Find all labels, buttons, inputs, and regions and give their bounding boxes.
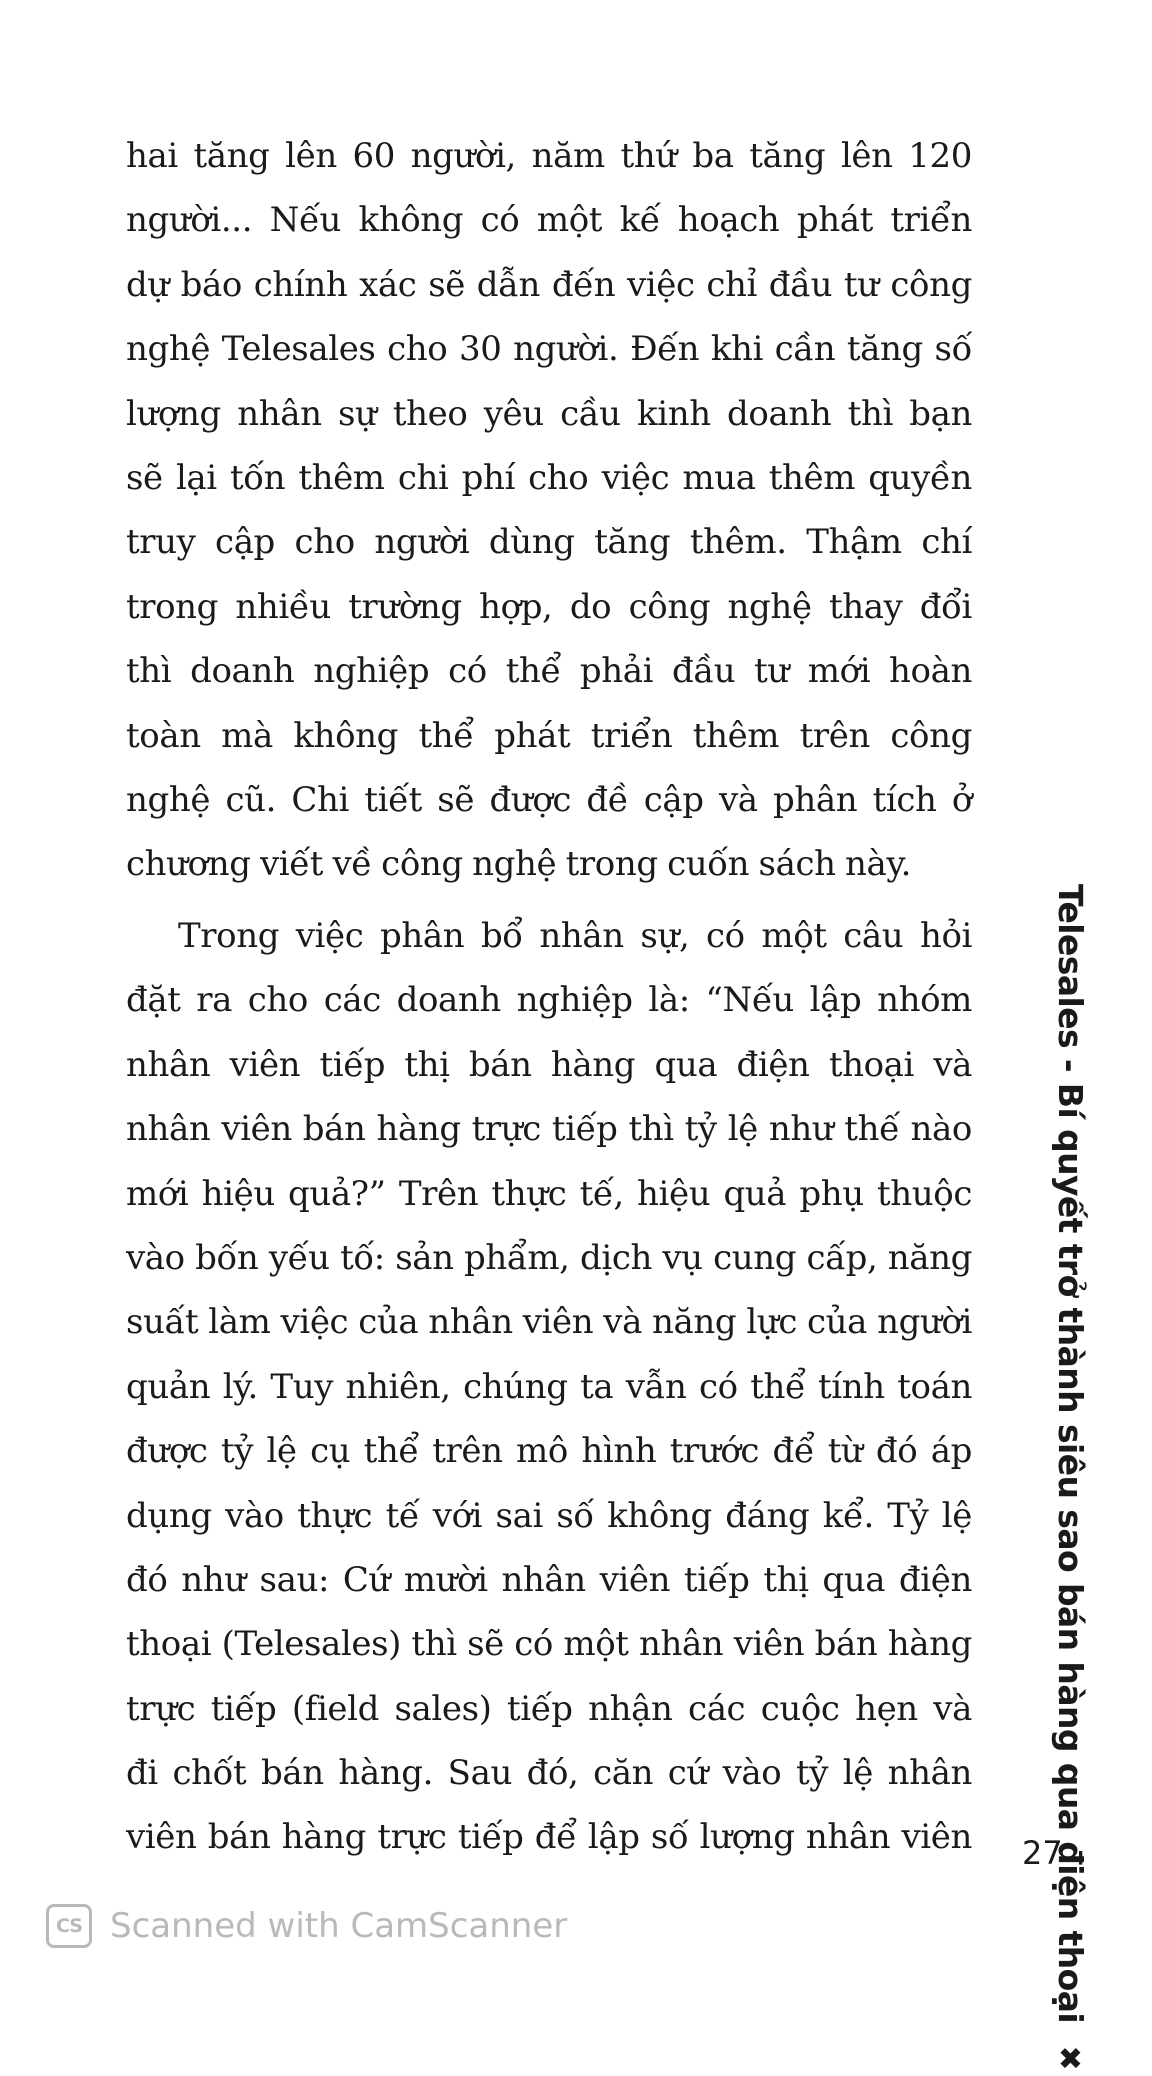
text-line: đó như sau: Cứ mười nhân viên tiếp thị qua điện (126, 1559, 972, 1600)
text-line: nhân viên bán hàng trực tiếp thì tỷ lệ như thế nào (126, 1109, 972, 1150)
text-line: đi chốt bán hàng. Sau đó, căn cứ vào tỷ lệ nhân (126, 1753, 972, 1794)
text-line: người... Nếu không có một kế hoạch phát triển (126, 200, 972, 241)
text-line: hai tăng lên 60 người, năm thứ ba tăng lên 120 (126, 136, 972, 176)
text-line: viên bán hàng trực tiếp để lập số lượng nhân viên (126, 1817, 972, 1858)
text-line: Trong việc phân bổ nhân sự, có một câu hỏi (178, 916, 972, 956)
text-line: quản lý. Tuy nhiên, chúng ta vẫn có thể tính toán (126, 1366, 972, 1407)
text-line: nhân viên tiếp thị bán hàng qua điện thoại và (126, 1044, 972, 1085)
cross-mark-icon: ✖ (1053, 2041, 1088, 2076)
page-number: 27 (1022, 1834, 1063, 1872)
text-line: trực tiếp (field sales) tiếp nhận các cuộc hẹn và (126, 1688, 972, 1729)
text-line: mới hiệu quả?” Trên thực tế, hiệu quả phụ thuộc (126, 1173, 972, 1214)
text-line: trong nhiều trường hợp, do công nghệ thay đổi (126, 586, 972, 627)
text-line: được tỷ lệ cụ thể trên mô hình trước để từ đó áp (126, 1431, 972, 1472)
text-line: nghệ Telesales cho 30 người. Đến khi cần tăng số (126, 329, 972, 370)
paragraph-staff-allocation (126, 904, 972, 1870)
book-title: Telesales - Bí quyết trở thành siêu sao bán hàng qua điện thoại (1051, 884, 1090, 2024)
text-line: sẽ lại tốn thêm chi phí cho việc mua thêm quyền (126, 457, 972, 498)
text-line: đặt ra cho các doanh nghiệp là: “Nếu lập nhóm (126, 980, 972, 1021)
text-line: nghệ cũ. Chi tiết sẽ được đề cập và phân tích ở (126, 779, 972, 820)
camscanner-watermark (46, 1898, 567, 1954)
text-line: dự báo chính xác sẽ dẫn đến việc chỉ đầu tư công (126, 264, 972, 305)
camscanner-logo-icon: CS (46, 1904, 92, 1948)
text-line: lượng nhân sự theo yêu cầu kinh doanh thì bạn (126, 393, 972, 434)
text-line: thoại (Telesales) thì sẽ có một nhân viên bán hàng (126, 1624, 972, 1665)
text-line: chương viết về công nghệ trong cuốn sách này. (126, 844, 912, 885)
paragraph-continued (126, 124, 972, 897)
text-line: suất làm việc của nhân viên và năng lực của người (126, 1302, 972, 1343)
text-line: truy cập cho người dùng tăng thêm. Thậm chí (126, 522, 972, 563)
text-line: thì doanh nghiệp có thể phải đầu tư mới hoàn (126, 651, 972, 692)
text-line: vào bốn yếu tố: sản phẩm, dịch vụ cung cấp, năng (126, 1237, 972, 1278)
watermark-text: Scanned with CamScanner (110, 1906, 568, 1946)
text-line: dụng vào thực tế với sai số không đáng kể. Tỷ lệ (126, 1495, 972, 1536)
text-line: toàn mà không thể phát triển thêm trên công (126, 715, 972, 756)
